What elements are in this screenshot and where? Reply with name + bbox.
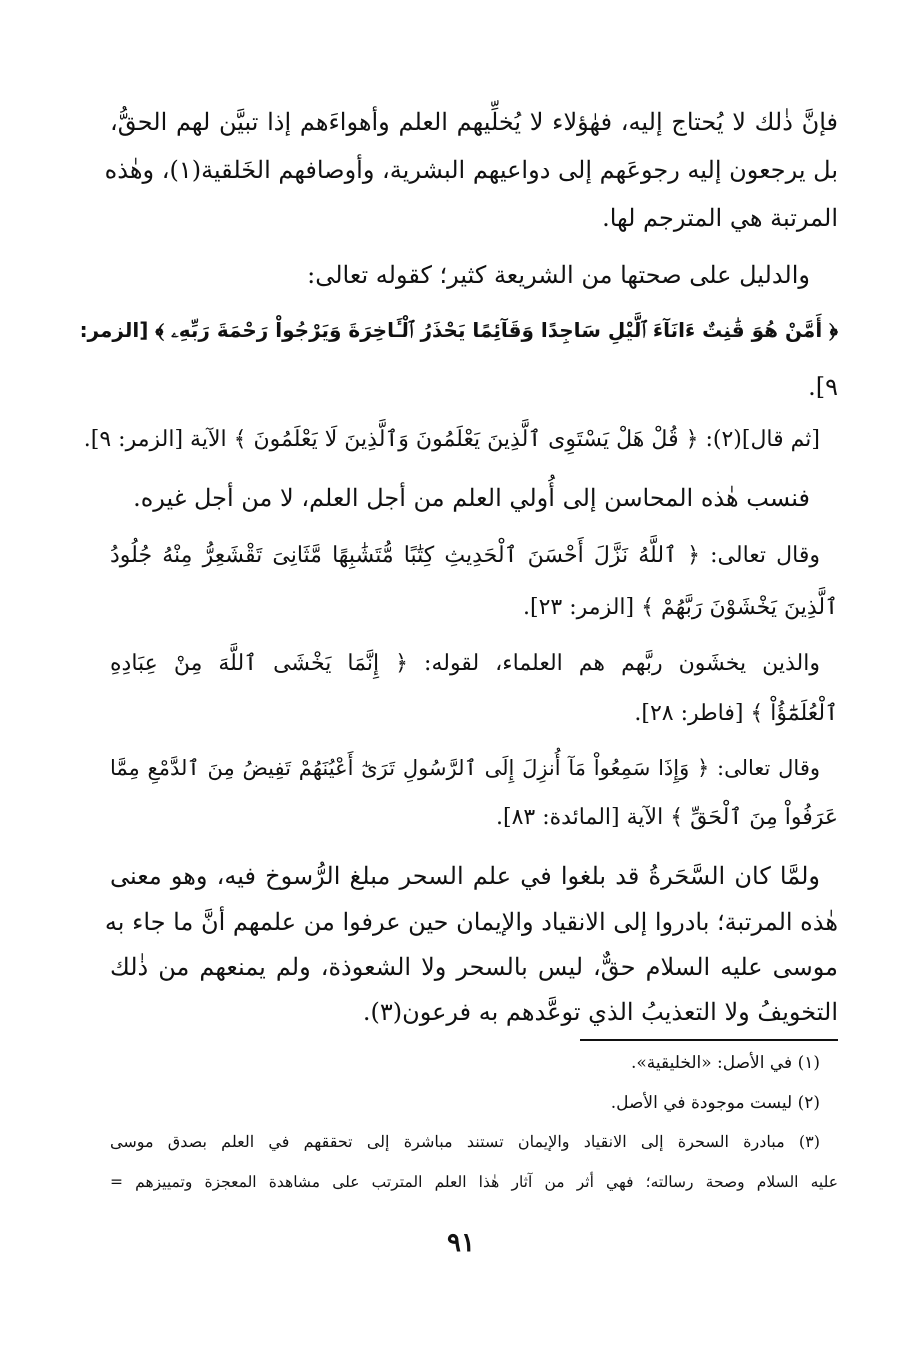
footnote-3-continued: عليه السلام وصحة رسالته؛ فهي أثر من آثار هٰذا العلم المترتب على مشاهدة المعجزة وتمييزهم = xyxy=(110,1173,838,1191)
verse-reference: ٩]. xyxy=(808,373,838,401)
footnote-2: (٢) ليست موجودة في الأصل. xyxy=(610,1093,820,1113)
body-line: ولمَّا كان السَّحَرةُ قد بلغوا في علم السحر مبلغ الرُّسوخ فيه، وهو معنى xyxy=(110,862,820,890)
body-line: موسى عليه السلام حقٌّ، ليس بالسحر ولا الشعوذة، ولم يمنعهم من ذٰلك xyxy=(110,953,838,981)
body-line: ٱلَّذِينَ يَخْشَوْنَ رَبَّهُمْ ﴾ [الزمر: ٢٣]. xyxy=(523,595,838,620)
body-line: فنسب هٰذه المحاسن إلى أُولي العلم من أجل العلم، لا من أجل غيره. xyxy=(133,484,810,512)
body-line: هٰذه المرتبة؛ بادروا إلى الانقياد والإيمان حين عرفوا من علمهم أنَّ ما جاء به xyxy=(104,908,838,936)
body-line: التخويفُ ولا التعذيبُ الذي توعَّدهم به فرعون(٣). xyxy=(362,998,838,1026)
footnote-3: (٣) مبادرة السحرة إلى الانقياد والإيمان تستند مباشرة إلى تحققهم في العلم بصدق موسى xyxy=(110,1132,820,1151)
body-line: والدليل على صحتها من الشريعة كثير؛ كقوله تعالى: xyxy=(307,261,810,289)
body-line: [ثم قال](٢): ﴿ قُلْ هَلْ يَسْتَوِى ٱلَّذِينَ يَعْلَمُونَ وَٱلَّذِينَ لَا يَعْلَمُونَ ﴾ الآية [الزمر: ٩]. xyxy=(83,427,820,452)
body-line: فإنَّ ذٰلك لا يُحتاج إليه، فهٰؤلاء لا يُخلِّيهم العلم وأهواءَهم إذا تبيَّن لهم الحقُّ، xyxy=(110,108,838,136)
body-line: والذين يخشَون ربَّهم هم العلماء، لقوله: ﴿ إِنَّمَا يَخْشَى ٱللَّهَ مِنْ عِبَادِهِ xyxy=(110,651,820,676)
body-line: وقال تعالى: ﴿ وَإِذَا سَمِعُواْ مَآ أُنزِلَ إِلَى ٱلرَّسُولِ تَرَىٰٓ أَعْيُنَهُمْ تَفِيضُ مِنَ ٱلدَّمْعِ مِمَّا xyxy=(110,756,820,780)
body-line: عَرَفُواْ مِنَ ٱلْحَقِّ ﴾ الآية [المائدة: ٨٣]. xyxy=(495,805,838,830)
page-number: ٩١ xyxy=(447,1228,475,1258)
quran-verse-line: ﴿ أَمَّنْ هُوَ قَٰنِتٌ ءَانَآءَ ٱلَّيْلِ سَاجِدًا وَقَآئِمًا يَحْذَرُ ٱلْـَٔاخِرَةَ وَيَرْجُواْ رَحْمَةَ رَبِّهِۦ ﴾ [الزمر: xyxy=(79,318,838,342)
body-line: بل يرجعون إليه رجوعَهم إلى دواعيهم البشرية، وأوصافهم الخَلقية(١)، وهٰذه xyxy=(104,156,838,184)
footnote-1: (١) في الأصل: «الخليقية». xyxy=(630,1053,820,1073)
body-line: ٱلْعُلَمَٰٓؤُاْ ﴾ [فاطر: ٢٨]. xyxy=(634,701,838,726)
body-line: وقال تعالى: ﴿ ٱللَّهُ نَزَّلَ أَحْسَنَ ٱلْحَدِيثِ كِتَٰبًا مُّتَشَٰبِهًا مَّثَانِىَ تَقْشَعِرُّ مِنْهُ جُلُودُ xyxy=(110,543,820,568)
footnote-separator xyxy=(580,1039,838,1041)
body-line: المرتبة هي المترجم لها. xyxy=(602,204,838,232)
